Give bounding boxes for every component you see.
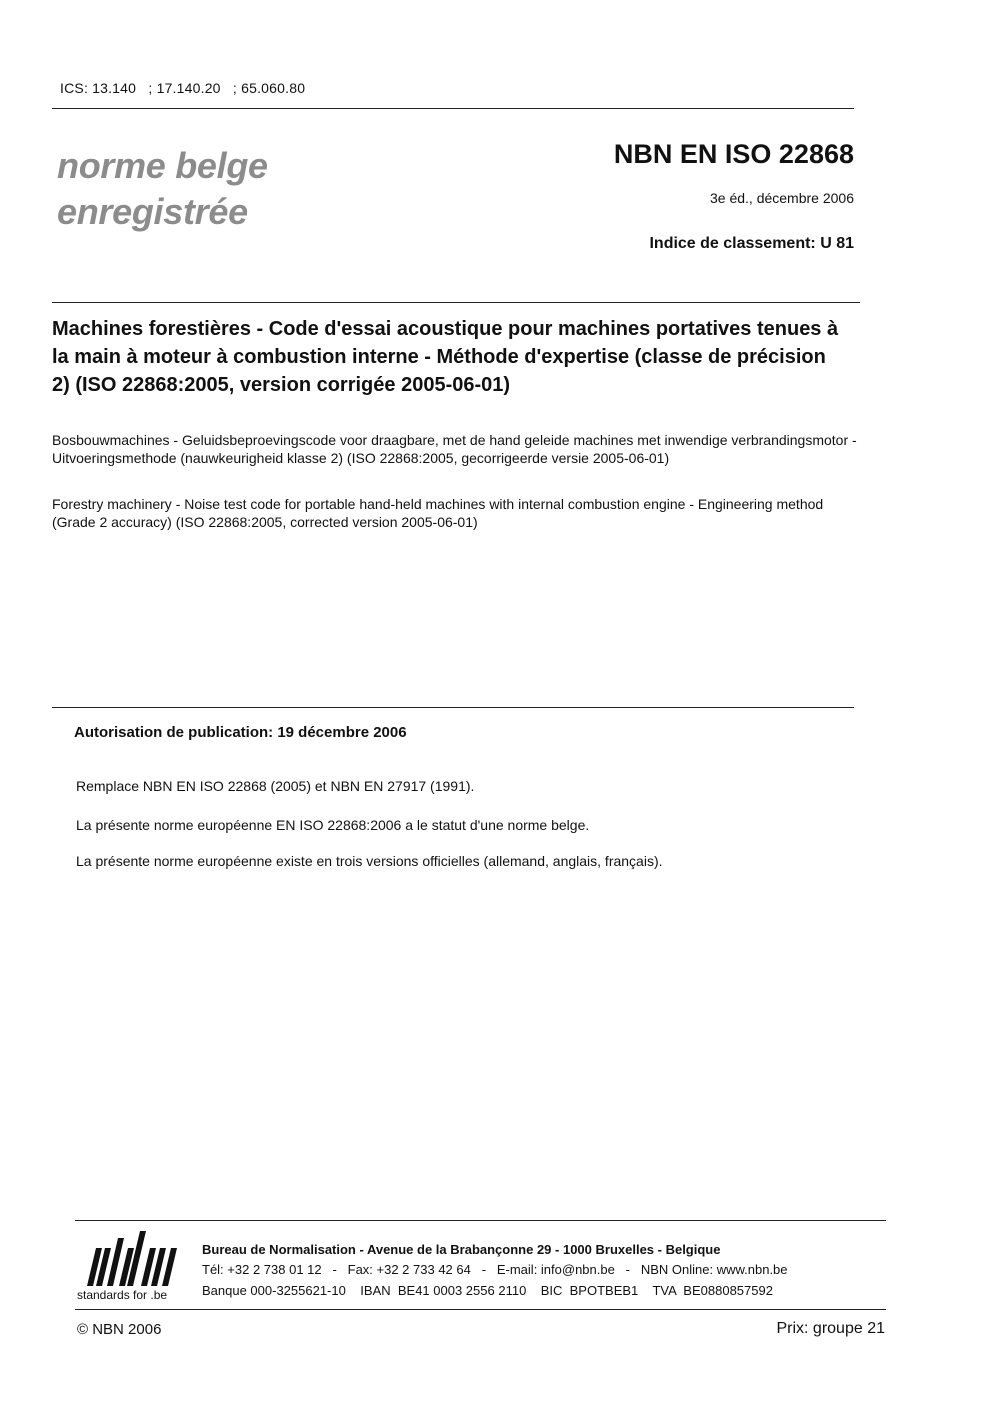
- copyright: © NBN 2006: [77, 1321, 162, 1338]
- contact-line: Tél: +32 2 738 01 12 - Fax: +32 2 733 42 64 - E-mail: info@nbn.be - NBN Online: www.nbn.be: [202, 1262, 788, 1277]
- bank-details: Banque 000-3255621-10 IBAN BE41 0003 2556 2110 BIC BPOTBEB1 TVA BE0880857592: [202, 1283, 773, 1298]
- edition-date: 3e éd., décembre 2006: [710, 190, 854, 206]
- divider-top: [52, 108, 854, 109]
- registered-line-2: enregistrée: [57, 191, 248, 232]
- ics-codes: ICS: 13.140 ; 17.140.20 ; 65.060.80: [60, 80, 306, 96]
- title-english: Forestry machinery - Noise test code for portable hand-held machines with internal combustion engine - Engineering method (Grade 2 accuracy) (ISO 22868:2005, corrected version 2005-06-01): [52, 496, 824, 530]
- divider-bottom: [75, 1309, 886, 1310]
- standard-code: NBN EN ISO 22868: [613, 139, 854, 169]
- divider-footer: [75, 1220, 886, 1221]
- note-status: La présente norme européenne EN ISO 22868:2006 a le statut d'une norme belge.: [76, 817, 590, 833]
- publication-authorisation: Autorisation de publication: 19 décembre 2006: [74, 724, 407, 741]
- logo-tagline: standards for .be: [77, 1288, 168, 1302]
- price-group: Prix: groupe 21: [776, 1320, 885, 1337]
- note-versions: La présente norme européenne existe en trois versions officielles (allemand, anglais, français).: [76, 853, 663, 869]
- bureau-address: Bureau de Normalisation - Avenue de la Brabançonne 29 - 1000 Bruxelles - Belgique: [202, 1242, 721, 1257]
- classification-index: Indice de classement: U 81: [649, 235, 854, 252]
- registered-label: [57, 143, 268, 235]
- divider-title: [52, 302, 860, 303]
- registered-line-1: norme belge: [57, 145, 268, 186]
- title-french: Machines forestières - Code d'essai acoustique pour machines portatives tenues à la main à moteur à combustion interne - Méthode d'expertise (classe de précision 2) (ISO 22868:2005, version corrigée 2005-06-01): [52, 318, 839, 396]
- divider-publication: [52, 707, 854, 708]
- note-replaces: Remplace NBN EN ISO 22868 (2005) et NBN EN 27917 (1991).: [76, 778, 475, 794]
- title-dutch: Bosbouwmachines - Geluidsbeproevingscode voor draagbare, met de hand geleide machines met inwendige verbrandingsmotor - Uitvoeringsmethode (nauwkeurigheid klasse 2) (ISO 22868:2005, gecorrigeerde versie 2005-06-01): [52, 432, 857, 466]
